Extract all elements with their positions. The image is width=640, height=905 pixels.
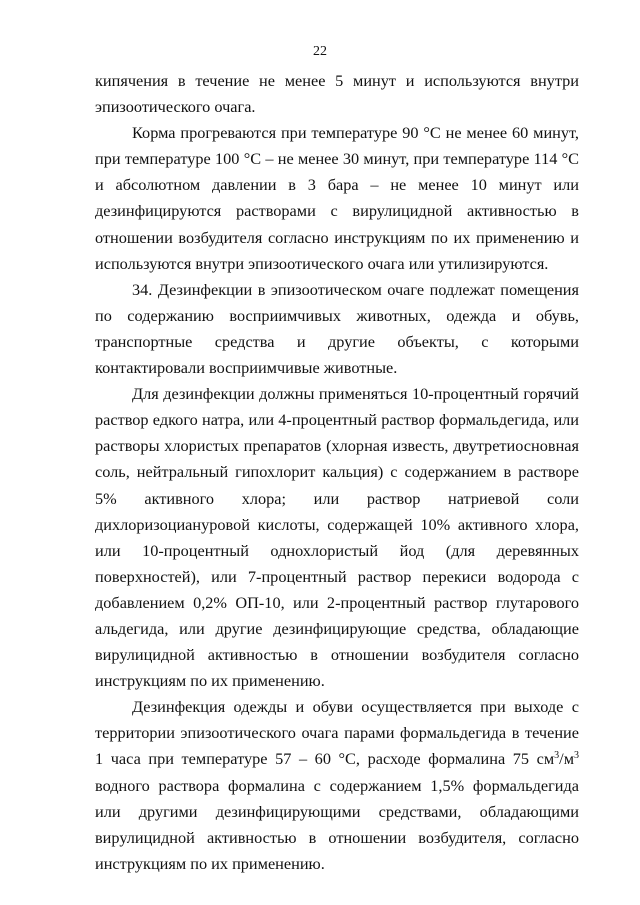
paragraph-continuation: кипячения в течение не менее 5 минут и используются внутри эпизоотического очага. [95, 71, 579, 117]
paragraph-text-before: Дезинфекция одежды и обуви осуществляется при выходе с территории эпизоотического очага парами формальдегида в течение 1 часа при температуре 57 – 60 °С, расходе формалина 75 см [95, 697, 579, 769]
paragraph-feed-treatment: Корма прогреваются при температуре 90 °С не менее 60 минут, при температуре 100 °С – не менее 30 минут, при температуре 114 °С и абсолютном давлении в 3 бара – не менее 10 минут или дезинфицируются растворами с вирулицидной активностью в отношении возбудителя согласно инструкциям по их применению и используются внутри эпизоотического очага или утилизируются. [95, 123, 579, 273]
superscript-3: 3 [574, 750, 579, 762]
document-body [95, 68, 579, 877]
page-number: 22 [313, 44, 327, 59]
paragraph-text-mid: /м [559, 749, 574, 769]
paragraph-text-after: водного раствора формалина с содержанием 1,5% формальдегида или другими дезинфицирующими средствами, обладающими вирулицидной активностью в отношении возбудителя, согласно инструкциям по их применению. [95, 775, 579, 873]
paragraph-clothing-disinfection [95, 694, 579, 877]
paragraph-item-34: 34. Дезинфекции в эпизоотическом очаге подлежат помещения по содержанию восприимчивых животных, одежда и обувь, транспортные средства и другие объекты, с которыми контактировали восприимчивые животные. [95, 279, 579, 378]
superscript-3: 3 [554, 750, 560, 762]
paragraph-disinfectants: Для дезинфекции должны применяться 10-процентный горячий раствор едкого натра, или 4-процентный раствор формальдегида, или растворы хлористых препаратов (хлорная известь, двутретиосновная соль, нейтральный гипохлорит кальция) с содержанием в растворе 5% активного хлора; или раствор натриевой соли дихлоризоциануровой кислоты, содержащей 10% активного хлора, или 10-процентный однохлористый йод (для деревянных поверхностей), или 7-процентный раствор перекиси водорода с добавлением 0,2% ОП-10, или 2-процентный раствор глутарового альдегида, или другие дезинфицирующие средства, обладающие вирулицидной активностью в отношении возбудителя согласно инструкциям по их применению. [95, 384, 579, 691]
